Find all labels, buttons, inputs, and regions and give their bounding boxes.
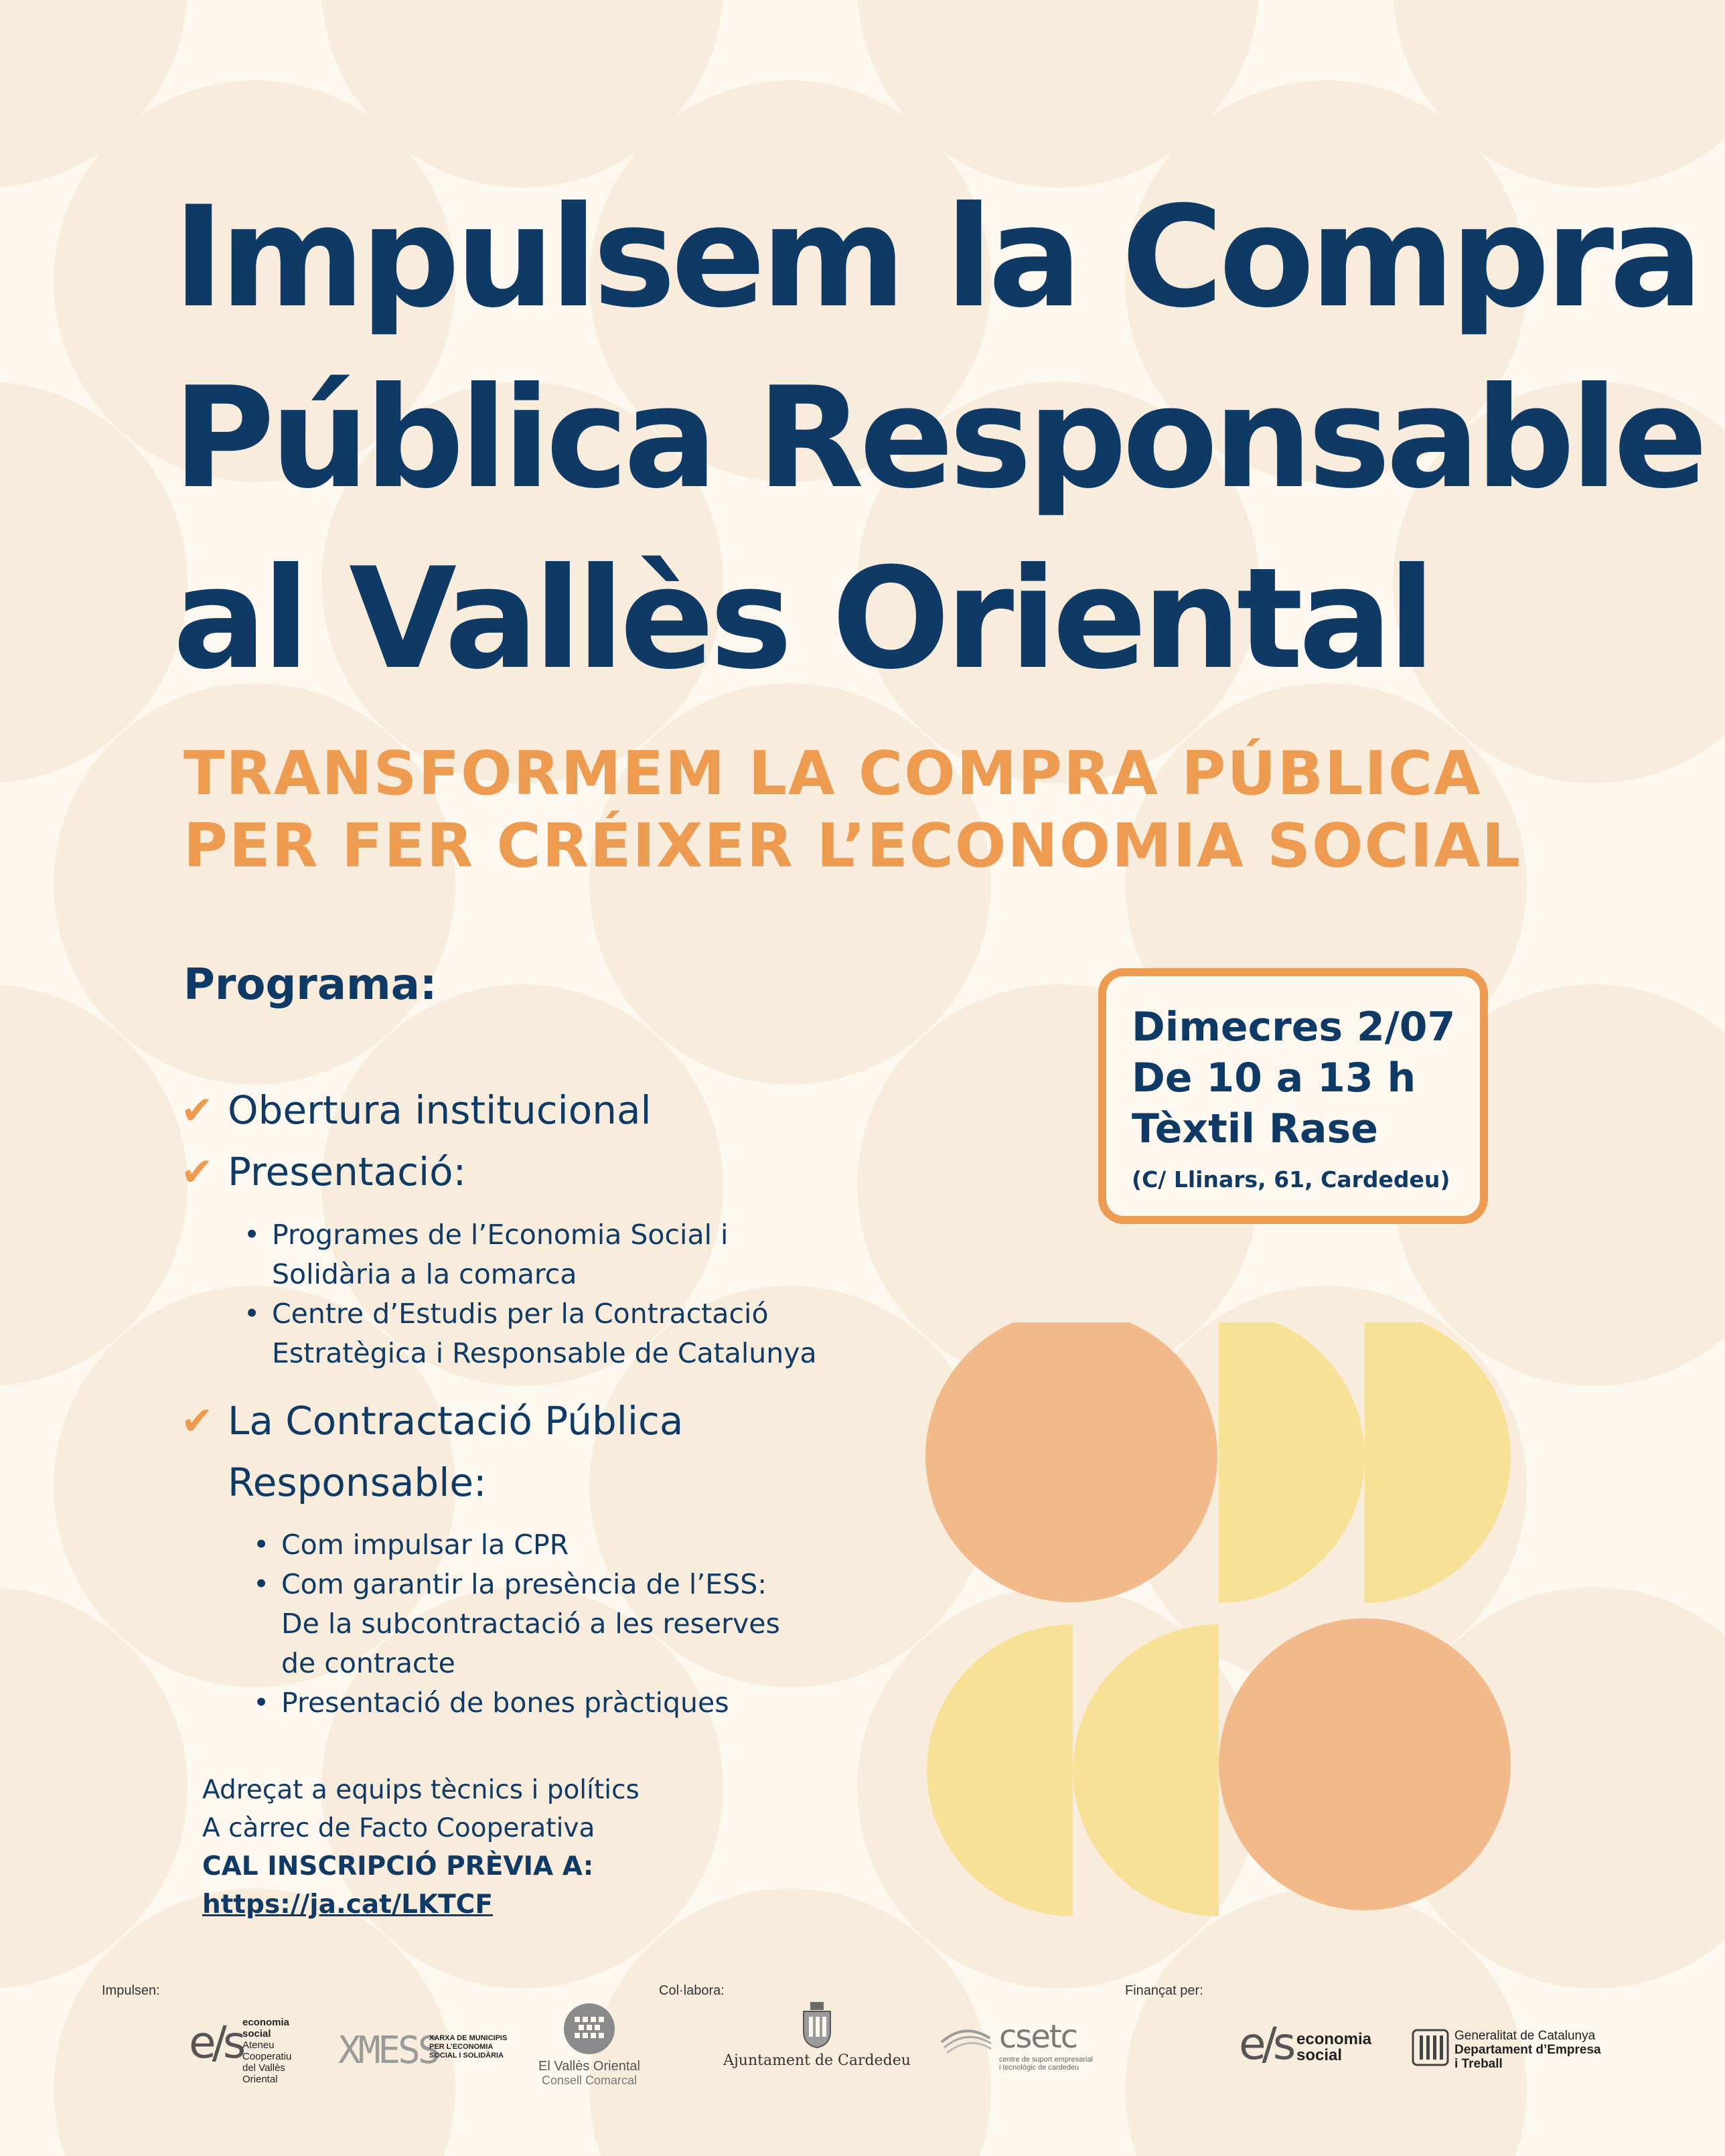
list-item bbox=[281, 1525, 780, 1565]
coat-of-arms-icon bbox=[801, 2002, 833, 2049]
contractacio-bullets bbox=[281, 1525, 780, 1723]
event-info-box bbox=[1098, 968, 1488, 1224]
registration-link[interactable]: https://ja.cat/LKTCF bbox=[202, 1890, 494, 1920]
csetc-wordmark: csetc bbox=[999, 2018, 1077, 2056]
bullet-line: De la subcontractació a les reserves bbox=[281, 1608, 780, 1640]
yellow-half-circle bbox=[1365, 1322, 1511, 1603]
program-item-presentacio bbox=[181, 1141, 466, 1203]
check-icon: ✔ bbox=[181, 1149, 214, 1195]
program-item-label-block bbox=[228, 1390, 683, 1513]
logo-text: economia bbox=[1296, 2030, 1372, 2048]
valles-oriental-logo bbox=[536, 2002, 643, 2087]
valles-oriental-emblem bbox=[562, 2002, 616, 2056]
logo-text: i Treball bbox=[1454, 2057, 1503, 2071]
title-line-2: Pública Responsable bbox=[173, 358, 1704, 520]
subtitle-line-1: TRANSFORMEM LA COMPRA PÚBLICA bbox=[183, 739, 1482, 809]
bullet-line: • Programes de l’Economia Social i bbox=[272, 1219, 729, 1251]
generalitat-emblem bbox=[1412, 2029, 1449, 2066]
check-icon: ✔ bbox=[181, 1087, 214, 1133]
program-item-label: Responsable: bbox=[228, 1460, 487, 1505]
logo-text: i tecnològic de cardedeu bbox=[999, 2064, 1079, 2072]
peach-circle bbox=[925, 1322, 1217, 1602]
logo-text: El Vallès Oriental bbox=[538, 2059, 640, 2074]
title-line-3: al Vallès Oriental bbox=[173, 538, 1431, 700]
bullet-line: de contracte bbox=[281, 1647, 455, 1679]
program-item-contractacio bbox=[181, 1390, 683, 1513]
subtitle bbox=[183, 738, 1521, 882]
logo-text: SOCIAL I SOLIDÀRIA bbox=[429, 2052, 504, 2060]
bullet-line: Solidària a la comarca bbox=[272, 1258, 577, 1290]
decorative-shapes bbox=[924, 1322, 1513, 1925]
logo-text: centre de suport empresarial bbox=[999, 2056, 1094, 2064]
programa-heading: Programa: bbox=[183, 960, 437, 1010]
program-item-label: Presentació: bbox=[228, 1149, 467, 1195]
audience-text: Adreçat a equips tècnics i polítics bbox=[202, 1775, 640, 1805]
bullet-line: • Com garantir la presència de l’ESS: bbox=[281, 1568, 767, 1600]
list-item bbox=[281, 1683, 780, 1723]
check-icon: ✔ bbox=[181, 1398, 214, 1444]
footer-info bbox=[202, 1771, 640, 1924]
page-title bbox=[173, 167, 1703, 710]
logo-text: Oriental bbox=[242, 2074, 278, 2085]
ajuntament-cardedeu-logo bbox=[723, 2002, 911, 2069]
logo-text: Generalitat de Catalunya bbox=[1454, 2029, 1596, 2043]
presentacio-bullets bbox=[272, 1215, 817, 1373]
logo-text: Departament d’Empresa bbox=[1454, 2043, 1601, 2057]
event-address: (C/ Llinars, 61, Cardedeu) bbox=[1132, 1166, 1450, 1192]
list-item bbox=[272, 1294, 817, 1373]
logo-text: Ajuntament de Cardedeu bbox=[723, 2052, 911, 2069]
yellow-half-circle bbox=[927, 1624, 1073, 1916]
logo-text: Consell Comarcal bbox=[541, 2074, 638, 2087]
program-item-obertura bbox=[181, 1079, 652, 1141]
logo-text: del Vallès bbox=[242, 2062, 285, 2074]
logo-text: XARXA DE MUNICIPIS bbox=[429, 2034, 508, 2042]
collabora-label: Col·labora: bbox=[659, 1983, 725, 1998]
event-time: De 10 a 13 h bbox=[1132, 1055, 1416, 1101]
subtitle-line-2: PER FER CRÉIXER L’ECONOMIA SOCIAL bbox=[183, 811, 1522, 881]
logo-text: economia bbox=[242, 2017, 290, 2028]
impulsen-label: Impulsen: bbox=[102, 1983, 160, 1998]
logo-text: social bbox=[242, 2028, 271, 2039]
list-item bbox=[272, 1215, 817, 1294]
bullet-line: • Com impulsar la CPR bbox=[281, 1529, 569, 1561]
bullet-line: • Centre d’Estudis per la Contractació bbox=[272, 1298, 769, 1330]
financat-label: Finançat per: bbox=[1125, 1983, 1203, 1998]
es-logo-mark: e/s bbox=[189, 2017, 242, 2068]
title-line-1: Impulsem la Compra bbox=[173, 177, 1699, 339]
logo-text: Cooperatiu bbox=[242, 2051, 292, 2062]
csetc-emblem bbox=[937, 2022, 994, 2062]
event-venue: Tèxtil Rase bbox=[1132, 1105, 1378, 1152]
logo-text: social bbox=[1296, 2046, 1343, 2064]
logo-text: Ateneu bbox=[242, 2039, 275, 2051]
yellow-half-circle bbox=[1073, 1624, 1219, 1916]
program-item-label: La Contractació Pública bbox=[228, 1398, 684, 1444]
es-logo-mark: e/s bbox=[1239, 2018, 1292, 2070]
organizer-text: A càrrec de Facto Cooperativa bbox=[202, 1813, 595, 1843]
logo-text: PER L’ECONOMIA bbox=[429, 2043, 494, 2051]
event-date: Dimecres 2/07 bbox=[1132, 1004, 1456, 1051]
peach-circle bbox=[1219, 1618, 1511, 1910]
bullet-line: • Presentació de bones pràctiques bbox=[281, 1687, 729, 1719]
registration-text: CAL INSCRIPCIÓ PRÈVIA A: bbox=[202, 1851, 594, 1881]
bullet-line: Estratègica i Responsable de Catalunya bbox=[272, 1337, 817, 1369]
program-item-label: Obertura institucional bbox=[228, 1087, 652, 1133]
list-item bbox=[281, 1565, 780, 1683]
xmess-wordmark: XMESS bbox=[338, 2029, 438, 2072]
yellow-half-circle bbox=[1219, 1322, 1365, 1603]
